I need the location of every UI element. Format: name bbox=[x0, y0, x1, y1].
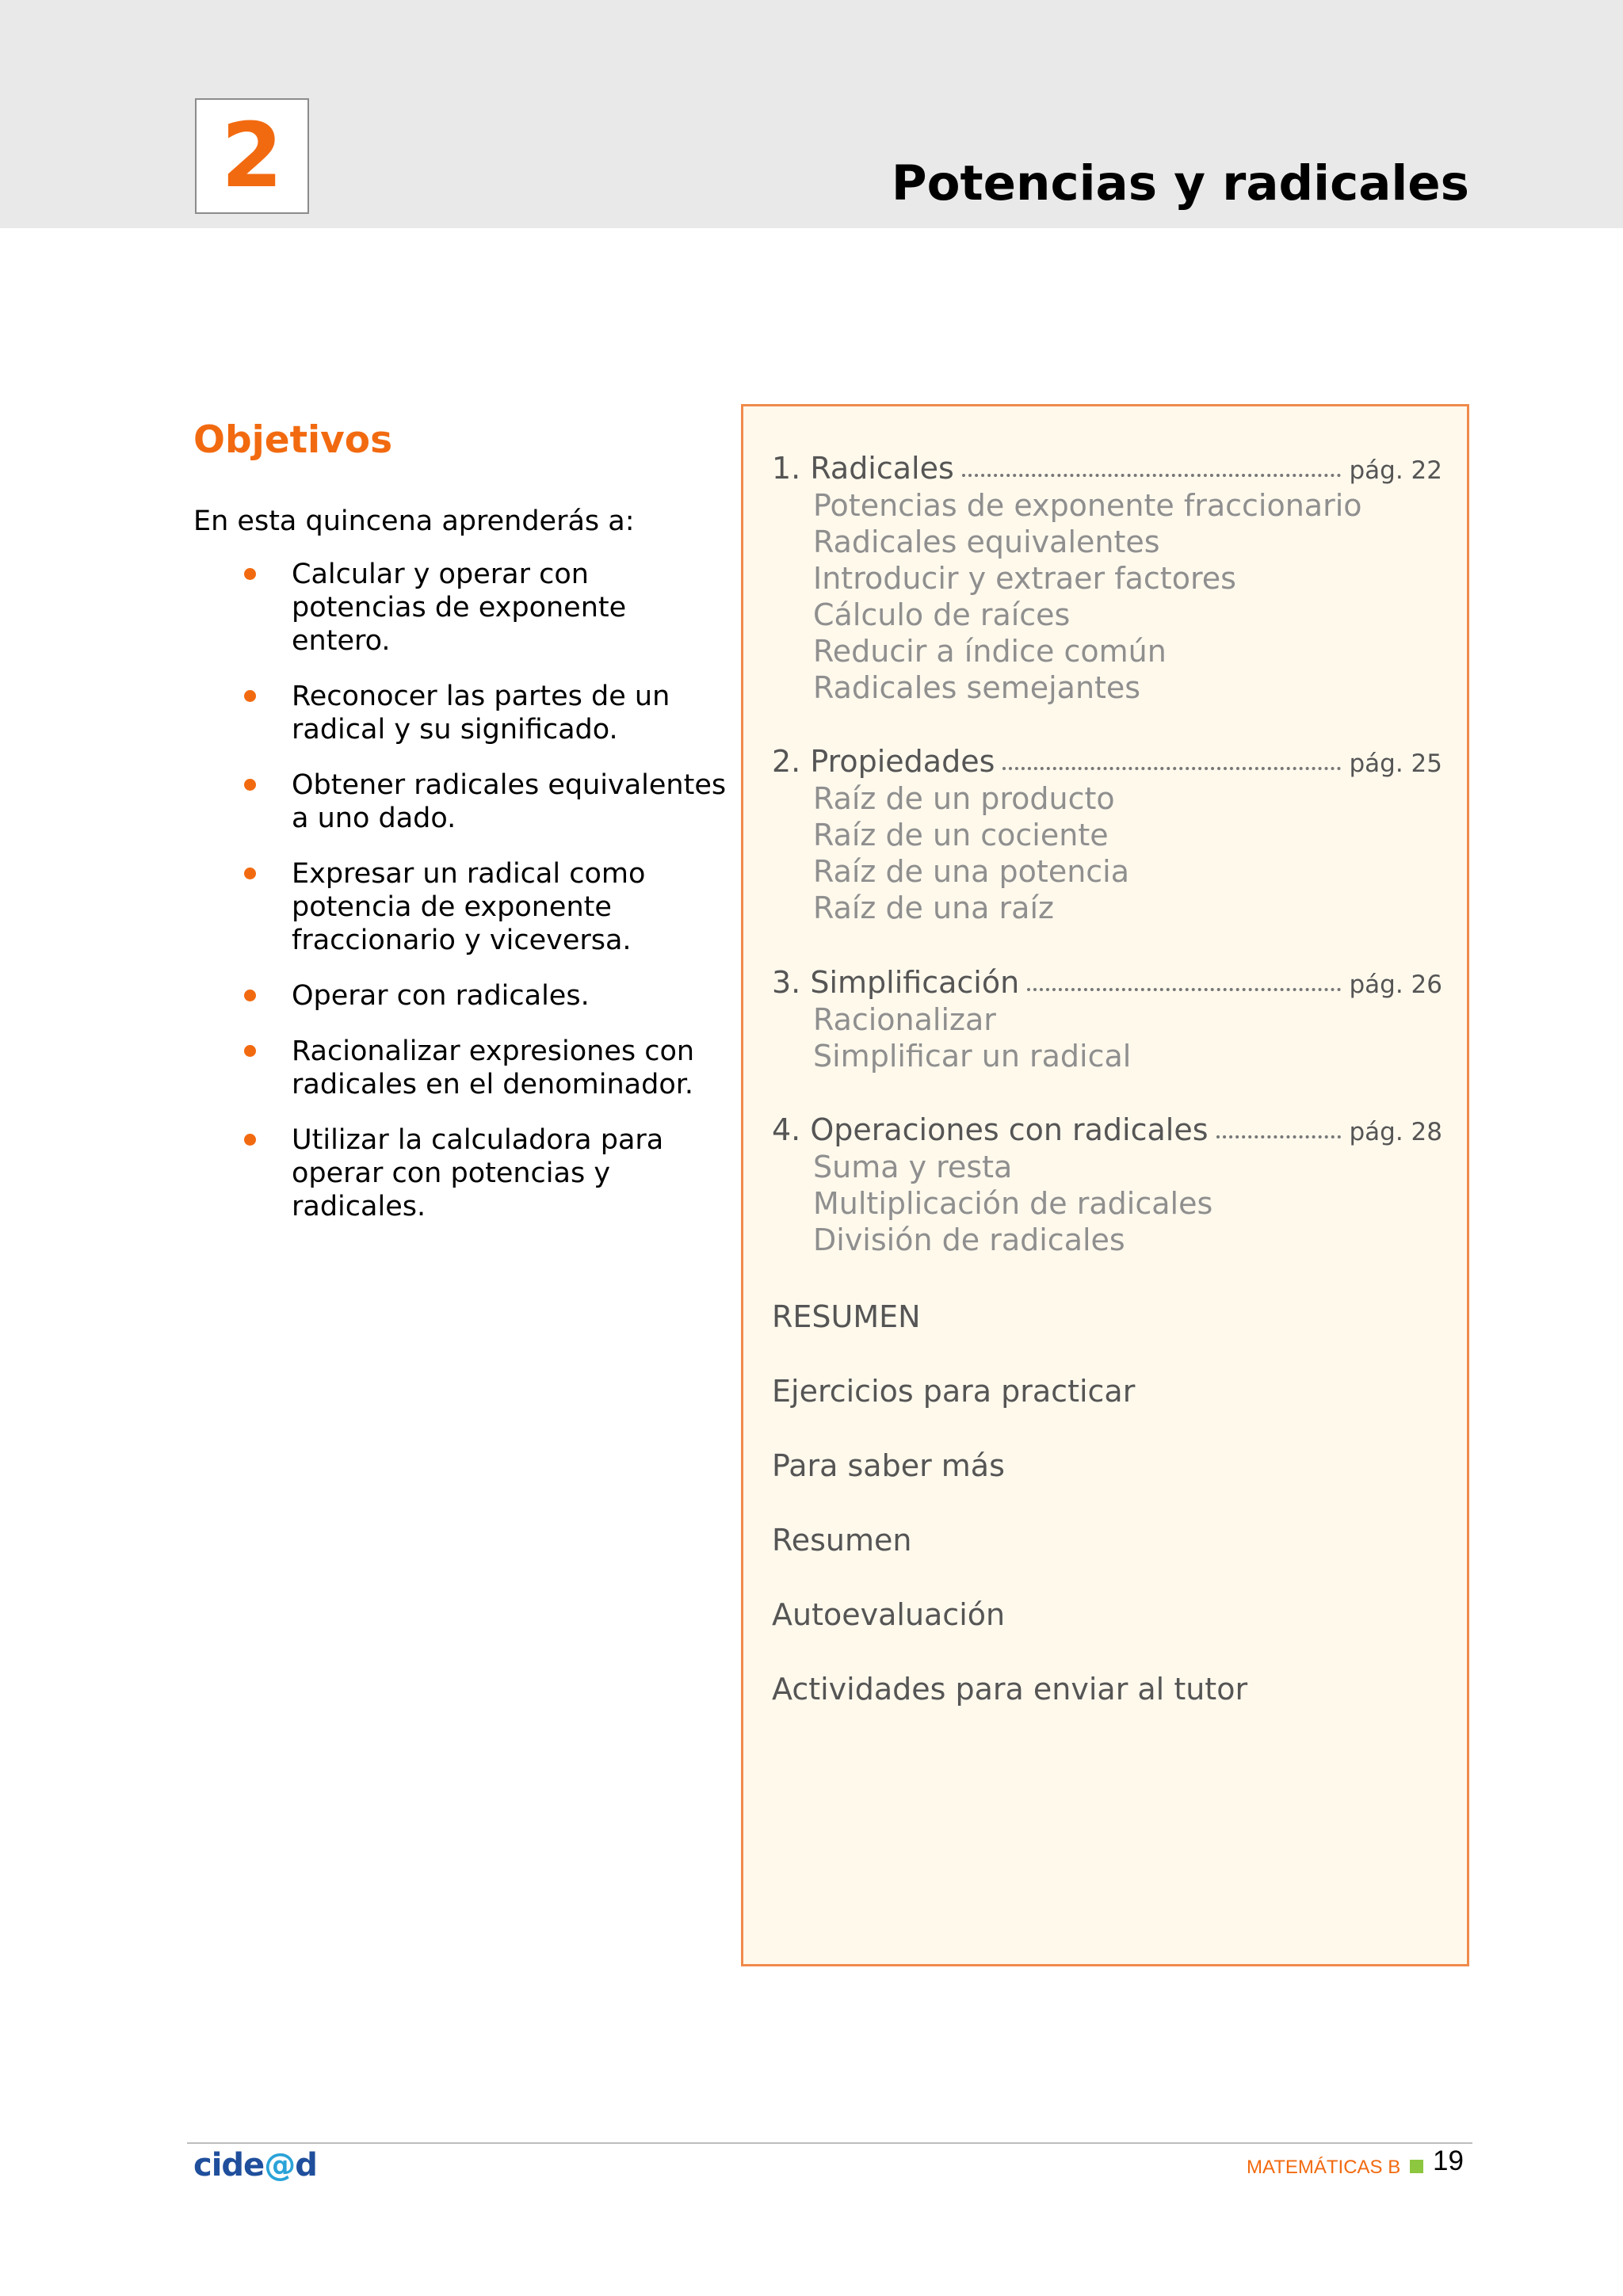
objective-line: radicales. bbox=[292, 1191, 426, 1222]
dot-leader bbox=[1002, 762, 1341, 770]
toc-section-title: 3. Simplificación bbox=[772, 965, 1020, 1000]
bullet-icon bbox=[244, 690, 256, 702]
toc-subsection[interactable]: Introducir y extraer factores bbox=[813, 561, 1236, 596]
objective-line: Racionalizar expresiones con bbox=[292, 1035, 695, 1067]
cidead-logo bbox=[193, 2147, 317, 2183]
bullet-icon bbox=[244, 1045, 256, 1057]
toc-subsection[interactable]: Racionalizar bbox=[813, 1002, 996, 1037]
objective-item bbox=[193, 1035, 732, 1101]
toc-section-heading[interactable] bbox=[772, 451, 1442, 487]
footer-subject: MATEMÁTICAS B bbox=[1247, 2157, 1401, 2178]
toc-subsection[interactable]: División de radicales bbox=[813, 1222, 1125, 1257]
footer-divider bbox=[187, 2142, 1472, 2144]
dot-leader bbox=[1027, 983, 1341, 991]
toc-extra-item[interactable]: RESUMEN bbox=[772, 1299, 921, 1334]
objective-line: radicales en el denominador. bbox=[292, 1069, 694, 1100]
objectives-heading: Objetivos bbox=[193, 418, 393, 462]
toc-page-ref: pág. 25 bbox=[1349, 749, 1442, 778]
toc-extra-item[interactable]: Resumen bbox=[772, 1523, 912, 1558]
objective-item bbox=[193, 680, 732, 746]
footer-square-icon bbox=[1410, 2160, 1423, 2173]
toc-section-heading[interactable] bbox=[772, 1112, 1442, 1149]
toc-subsection[interactable]: Potencias de exponente fraccionario bbox=[813, 488, 1362, 523]
toc-section-title: 4. Operaciones con radicales bbox=[772, 1112, 1209, 1147]
logo-text-start: cide bbox=[193, 2147, 265, 2183]
bullet-icon bbox=[244, 990, 256, 1001]
toc-section bbox=[772, 965, 1442, 1074]
toc-section-title: 1. Radicales bbox=[772, 451, 954, 486]
toc-section bbox=[772, 744, 1442, 926]
toc-subsection[interactable]: Radicales equivalentes bbox=[813, 524, 1160, 559]
toc-page-ref: pág. 26 bbox=[1349, 971, 1442, 999]
objective-line: a uno dado. bbox=[292, 803, 456, 834]
toc-section-heading[interactable] bbox=[772, 744, 1442, 780]
objective-line: Obtener radicales equivalentes bbox=[292, 769, 727, 801]
objectives-intro: En esta quincena aprenderás a: bbox=[193, 505, 635, 537]
objective-item bbox=[193, 558, 732, 658]
objective-item bbox=[193, 769, 732, 835]
bullet-icon bbox=[244, 779, 256, 791]
objective-line: radical y su significado. bbox=[292, 714, 618, 746]
toc-section-heading[interactable] bbox=[772, 965, 1442, 1001]
objective-line: fraccionario y viceversa. bbox=[292, 925, 632, 956]
objective-line: potencia de exponente bbox=[292, 891, 612, 923]
toc-subsection[interactable]: Raíz de una potencia bbox=[813, 854, 1130, 889]
toc-extra-item[interactable]: Para saber más bbox=[772, 1448, 1005, 1483]
toc-page-ref: pág. 28 bbox=[1349, 1118, 1442, 1146]
bullet-icon bbox=[244, 568, 256, 580]
toc-page-ref: pág. 22 bbox=[1349, 456, 1442, 485]
table-of-contents bbox=[741, 404, 1469, 1966]
dot-leader bbox=[1216, 1131, 1342, 1138]
toc-subsection[interactable]: Cálculo de raíces bbox=[813, 597, 1071, 632]
logo-at-symbol: @ bbox=[264, 2147, 296, 2183]
objective-line: operar con potencias y bbox=[292, 1158, 611, 1189]
chapter-number: 2 bbox=[221, 105, 283, 208]
objective-item bbox=[193, 857, 732, 957]
toc-subsection[interactable]: Raíz de un cociente bbox=[813, 818, 1109, 852]
objective-line: Expresar un radical como bbox=[292, 858, 646, 890]
chapter-number-box bbox=[195, 98, 309, 214]
toc-subsection[interactable]: Radicales semejantes bbox=[813, 670, 1141, 705]
toc-subsection[interactable]: Raíz de una raíz bbox=[813, 891, 1054, 925]
objective-item bbox=[193, 1123, 732, 1223]
toc-section-title: 2. Propiedades bbox=[772, 744, 995, 779]
toc-extra-item[interactable]: Actividades para enviar al tutor bbox=[772, 1672, 1248, 1707]
toc-extra-item[interactable]: Autoevaluación bbox=[772, 1597, 1006, 1632]
toc-extra-item[interactable]: Ejercicios para practicar bbox=[772, 1374, 1136, 1409]
toc-subsection[interactable]: Reducir a índice común bbox=[813, 634, 1167, 669]
toc-subsection[interactable]: Raíz de un producto bbox=[813, 781, 1115, 816]
objective-line: entero. bbox=[292, 625, 391, 657]
toc-section bbox=[772, 1112, 1442, 1258]
objective-line: Reconocer las partes de un bbox=[292, 681, 670, 712]
toc-subsection[interactable]: Suma y resta bbox=[813, 1150, 1013, 1184]
objective-item bbox=[193, 979, 732, 1013]
dot-leader bbox=[962, 469, 1342, 477]
objective-line: potencias de exponente bbox=[292, 592, 627, 624]
objective-line: Calcular y operar con bbox=[292, 559, 589, 590]
toc-section bbox=[772, 451, 1442, 706]
page-title: Potencias y radicales bbox=[891, 155, 1469, 212]
toc-subsection[interactable]: Simplificar un radical bbox=[813, 1039, 1132, 1074]
objective-line: Operar con radicales. bbox=[292, 980, 590, 1012]
objective-line: Utilizar la calculadora para bbox=[292, 1124, 664, 1156]
logo-text-end: d bbox=[295, 2147, 317, 2183]
toc-subsection[interactable]: Multiplicación de radicales bbox=[813, 1186, 1213, 1221]
bullet-icon bbox=[244, 1134, 256, 1146]
objectives-list bbox=[193, 558, 732, 1245]
page-number: 19 bbox=[1433, 2145, 1464, 2176]
bullet-icon bbox=[244, 868, 256, 879]
